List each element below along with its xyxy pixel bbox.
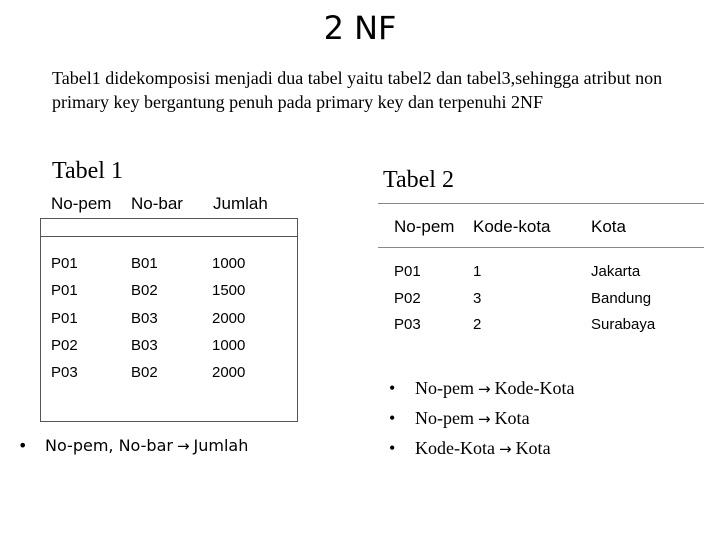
- dependency-to: Jumlah: [193, 436, 249, 455]
- dependency-to: Kota: [515, 438, 551, 458]
- table1-cell: 1000: [212, 336, 246, 354]
- table1-header: [38, 195, 308, 217]
- list-item: [18, 436, 248, 456]
- table1-cell: B03: [131, 309, 158, 327]
- table2-body: [378, 263, 704, 343]
- table-row: [40, 282, 300, 309]
- bullet-icon: •: [389, 378, 396, 398]
- table2-header-kota: Kota: [591, 217, 626, 236]
- slide-title: 2 NF: [323, 9, 397, 47]
- dependency-from: Kode-Kota: [415, 438, 495, 458]
- intro-text: Tabel1 didekomposisi menjadi dua tabel yaitu tabel2 dan tabel3,sehingga atribut non primary key bergantung penuh pada primary key dan terpenuhi 2NF: [52, 68, 663, 112]
- table2-cell: P01: [394, 263, 421, 280]
- bullet-icon: •: [389, 438, 396, 458]
- dependency-to: Kota: [494, 408, 530, 428]
- table2-top-rule: [378, 203, 704, 204]
- dependency-to: Kode-Kota: [494, 378, 575, 398]
- table1-cell: B03: [131, 336, 158, 354]
- table2-cell: P03: [394, 316, 421, 333]
- table1-divider: [41, 236, 297, 237]
- table2-cell: P02: [394, 289, 421, 307]
- table-row: [40, 255, 300, 282]
- table1-cell: 2000: [212, 309, 246, 327]
- table1-body: [40, 255, 300, 391]
- table1-cell: P01: [51, 309, 78, 327]
- dependency-from: No-pem: [415, 408, 474, 428]
- table1-caption: Tabel 1: [52, 158, 123, 184]
- list-item: [389, 434, 575, 464]
- arrow-right-icon: →: [176, 437, 190, 455]
- dependency-list-table2: [389, 374, 575, 464]
- table1-cell: B02: [131, 364, 158, 382]
- table1-cell: P01: [51, 255, 78, 272]
- table2-cell: Surabaya: [591, 316, 656, 333]
- table1-cell: 1000: [212, 255, 246, 272]
- table2-cell: Jakarta: [591, 263, 641, 280]
- arrow-right-icon: →: [477, 410, 491, 428]
- table1-cell: 1500: [212, 282, 246, 300]
- table2-cell: 3: [473, 289, 482, 307]
- table1-cell: P01: [51, 282, 78, 300]
- table2-header-kode-kota: Kode-kota: [473, 217, 551, 236]
- table1-cell: 2000: [212, 364, 246, 382]
- table1-cell: B02: [131, 282, 158, 300]
- bullet-icon: •: [389, 408, 396, 428]
- dependency-list-table1: [18, 436, 248, 456]
- table-row: [40, 310, 300, 337]
- table2-header-no-pem: No-pem: [394, 217, 455, 236]
- table-row: [378, 290, 704, 317]
- table2-header-rule: [378, 247, 704, 248]
- table2-cell: Bandung: [591, 289, 652, 307]
- table-row: [378, 263, 704, 290]
- table-row: [378, 316, 704, 343]
- table-row: [40, 337, 300, 364]
- table2-cell: 1: [473, 263, 482, 280]
- table1-cell: P02: [51, 336, 78, 354]
- list-item: [389, 404, 575, 434]
- table2-header: [378, 218, 704, 240]
- dependency-from: No-pem: [415, 378, 474, 398]
- table1-header-jumlah: Jumlah: [213, 194, 268, 213]
- arrow-right-icon: →: [498, 440, 512, 458]
- table1-cell: P03: [51, 364, 78, 382]
- list-item: [389, 374, 575, 404]
- table1-header-no-pem: No-pem: [51, 194, 112, 213]
- table1-header-no-bar: No-bar: [131, 194, 183, 213]
- table2-caption: Tabel 2: [383, 167, 454, 193]
- table-row: [40, 364, 300, 391]
- table2-cell: 2: [473, 316, 482, 333]
- bullet-icon: •: [18, 436, 28, 455]
- dependency-from: No-pem, No-bar: [45, 436, 173, 455]
- table1-cell: B01: [131, 255, 158, 272]
- arrow-right-icon: →: [477, 380, 491, 398]
